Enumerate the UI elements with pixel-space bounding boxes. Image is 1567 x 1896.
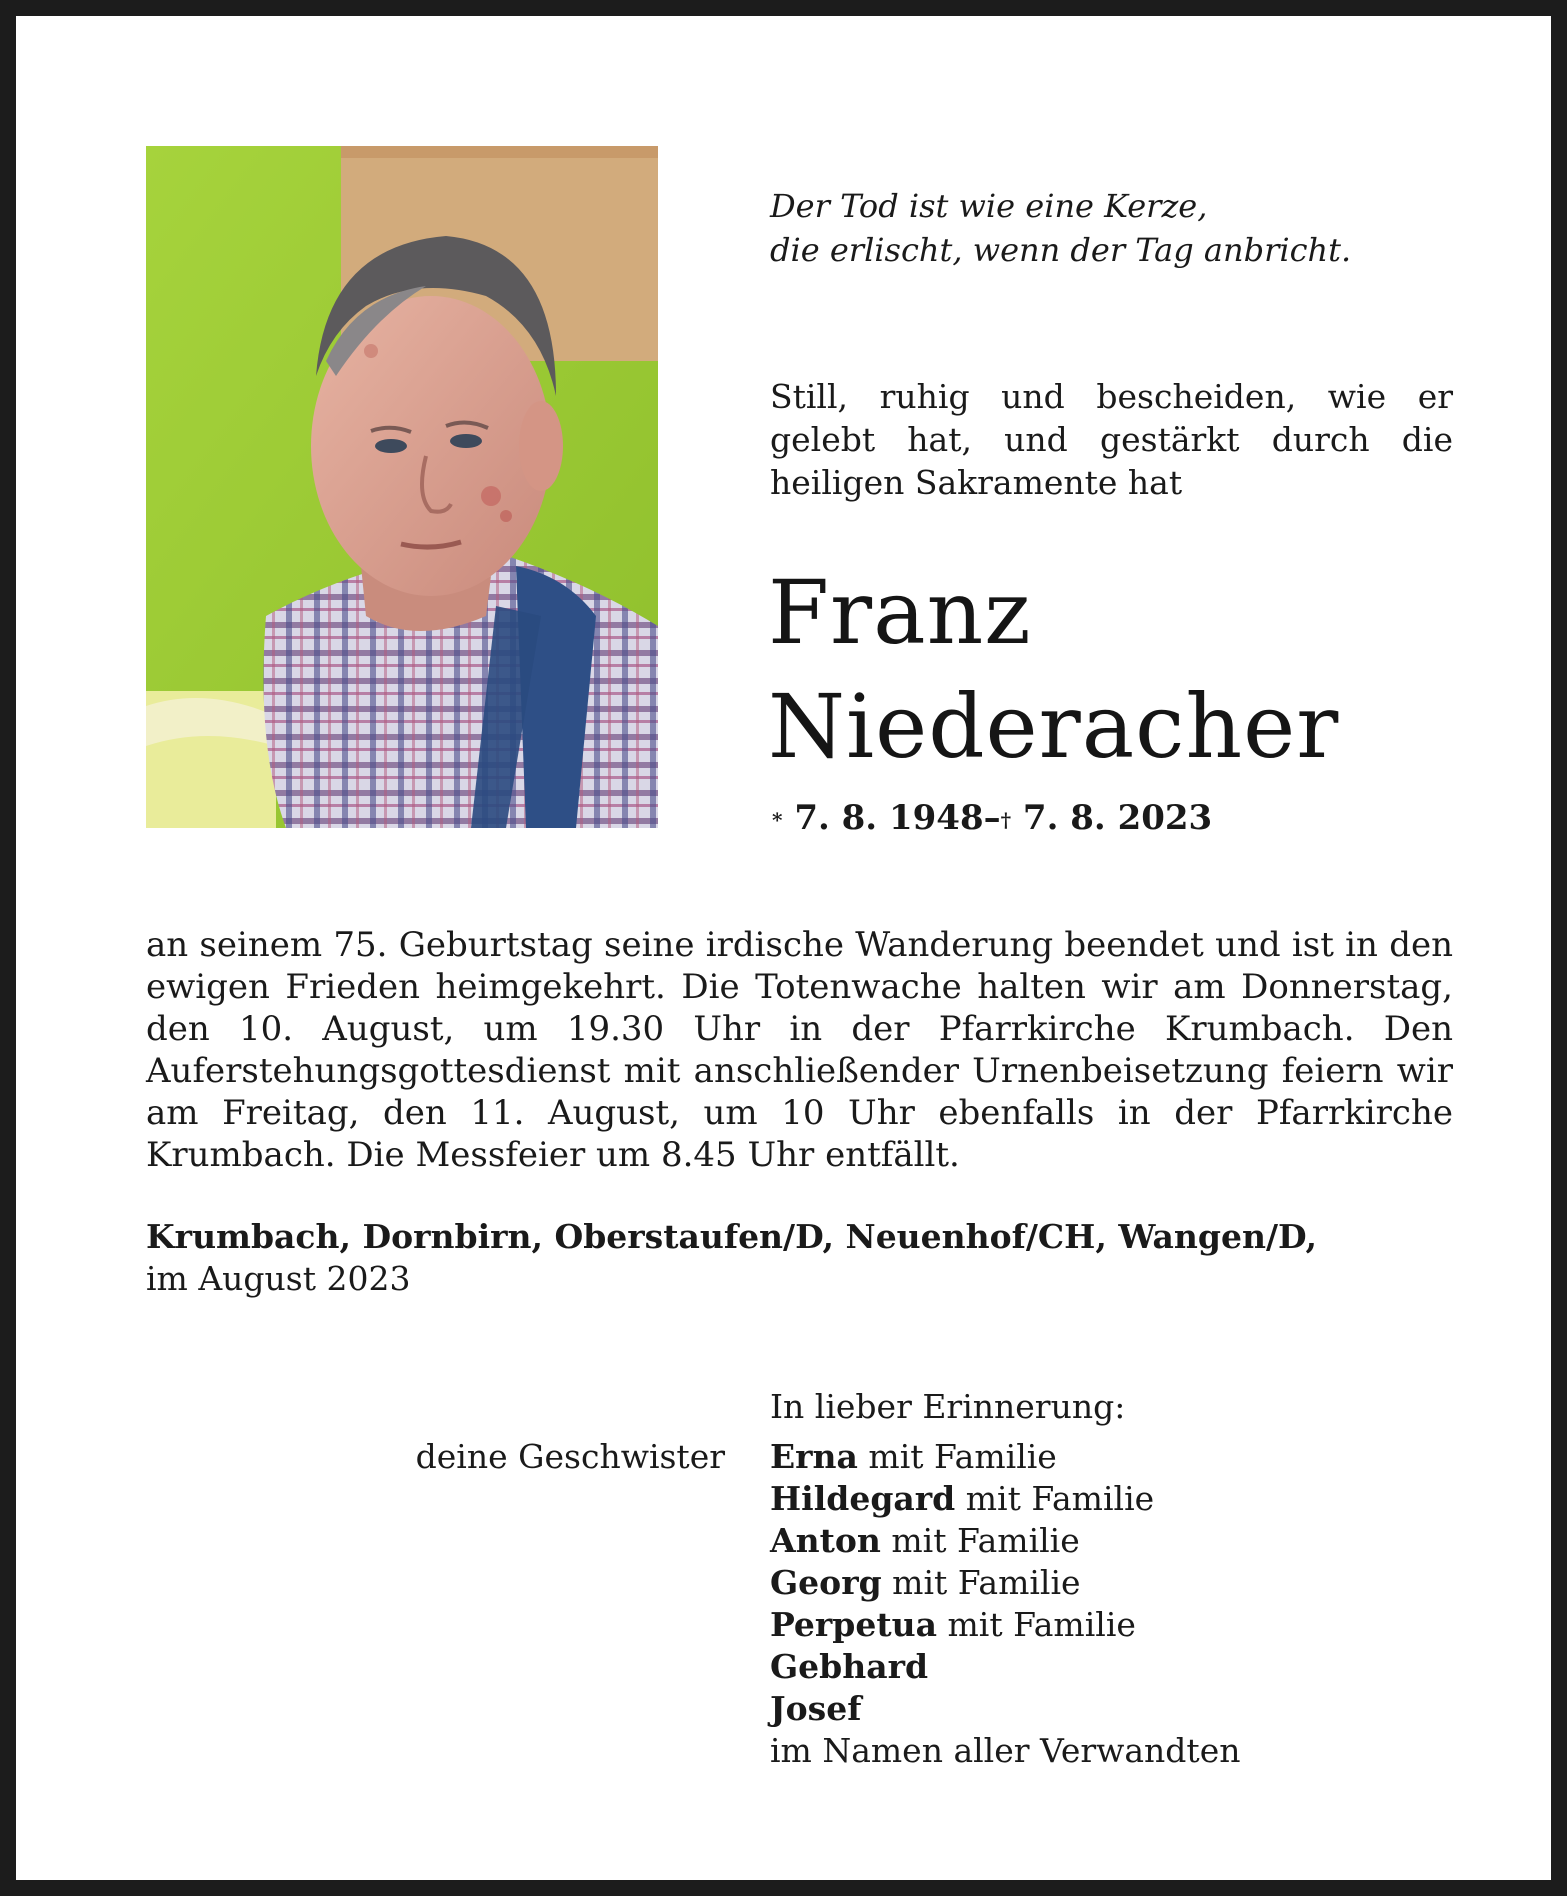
member-name: Anton xyxy=(770,1521,881,1560)
portrait-photo xyxy=(146,146,658,828)
family-footer: im Namen aller Verwandten xyxy=(770,1731,1241,1770)
date-dash: – xyxy=(983,798,1001,838)
deceased-name xyxy=(768,556,1528,784)
motto-line-2: die erlischt, wenn der Tag anbricht. xyxy=(770,231,1352,269)
member-name: Josef xyxy=(770,1689,862,1728)
closing-heading: In lieber Erinnerung: xyxy=(770,1387,1126,1426)
family-member xyxy=(770,1562,1240,1604)
member-name: Gebhard xyxy=(770,1647,929,1686)
member-name: Perpetua xyxy=(770,1605,937,1644)
motto-line-1: Der Tod ist wie eine Kerze, xyxy=(770,187,1208,225)
death-symbol: † xyxy=(1000,808,1012,832)
member-suffix: mit Familie xyxy=(947,1605,1136,1644)
locations-list: Krumbach, Dornbirn, Oberstaufen/D, Neuenhof/CH, Wangen/D, xyxy=(146,1217,1317,1256)
family-member xyxy=(770,1646,1240,1688)
member-name: Erna xyxy=(770,1437,858,1476)
family-list xyxy=(770,1436,1240,1772)
member-suffix: mit Familie xyxy=(891,1521,1080,1560)
family-member xyxy=(770,1478,1240,1520)
places-block xyxy=(146,1216,1453,1300)
family-member xyxy=(770,1604,1240,1646)
first-name: Franz xyxy=(768,561,1032,664)
birth-date: 7. 8. 1948 xyxy=(794,798,984,838)
life-dates xyxy=(772,796,1212,840)
birth-symbol: * xyxy=(772,808,783,832)
family-member xyxy=(770,1520,1240,1562)
portrait-photo-icon xyxy=(146,146,658,828)
member-suffix: mit Familie xyxy=(868,1437,1057,1476)
family-member xyxy=(770,1436,1240,1478)
announcement-body: an seinem 75. Geburtstag seine irdische Wanderung beendet und ist in den ewigen Frieden heimgekehrt. Die Totenwache halten wir am Donnerstag, den 10. August, um 19.30 Uhr in der Pfarrkirche Krumbach. Den Auferstehungsgottesdienst mit anschließender Urnenbeisetzung feiern wir am Freitag, den 11. August, um 10 Uhr ebenfalls in der Pfarrkirche Krumbach. Die Messfeier um 8.45 Uhr entfällt. xyxy=(146,925,1453,1175)
intro-text: Still, ruhig und bescheiden, wie er gelebt hat, und gestärkt durch die heiligen Sakramente hat xyxy=(770,377,1453,502)
member-name: Hildegard xyxy=(770,1479,956,1518)
member-suffix: mit Familie xyxy=(965,1479,1155,1518)
last-name: Niederacher xyxy=(768,675,1340,778)
siblings-label: deine Geschwister xyxy=(415,1437,725,1476)
death-date: 7. 8. 2023 xyxy=(1022,798,1213,838)
member-suffix: mit Familie xyxy=(892,1563,1081,1602)
date-line: im August 2023 xyxy=(146,1259,411,1298)
member-name: Georg xyxy=(770,1563,882,1602)
family-member xyxy=(770,1688,1240,1730)
motto-quote xyxy=(770,184,1470,272)
